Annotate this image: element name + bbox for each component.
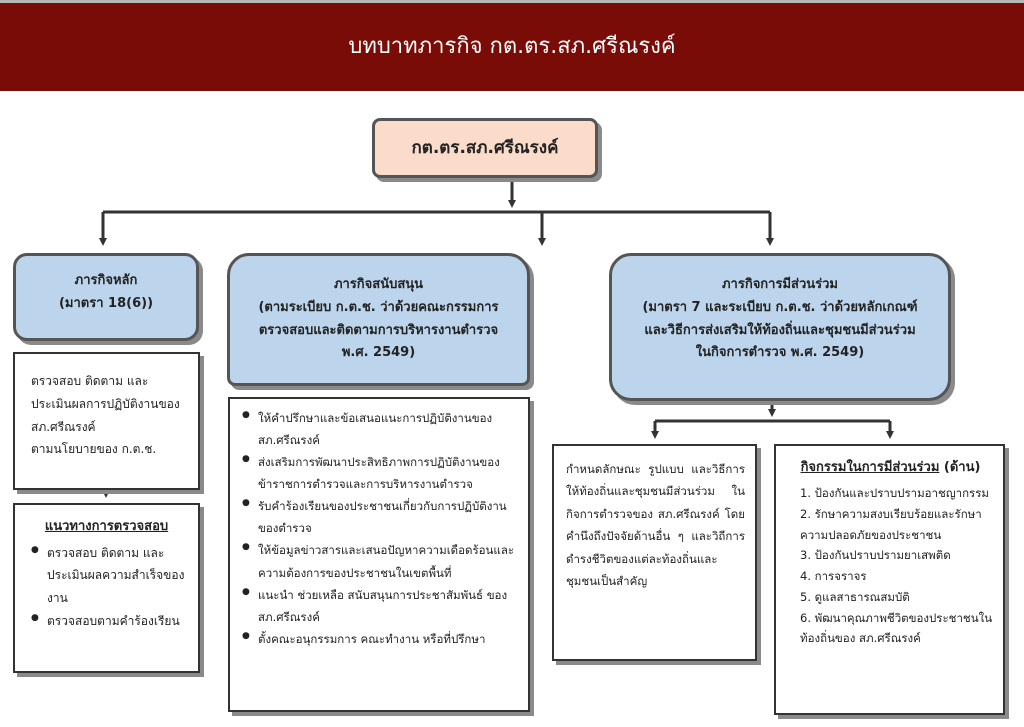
main-mission-subtitle: (มาตรา 18(6)) <box>58 295 154 311</box>
activities-heading <box>786 456 995 479</box>
participation-mission-title: ภารกิจการมีส่วนร่วม <box>721 277 839 292</box>
guideline-item: ● ตรวจสอบตามคำร้องเรียน <box>31 610 192 633</box>
participation-subtitle-line: และวิธีการส่งเสริมให้ท้องถิ่นและชุมชนมีส่วนร่วม <box>644 322 916 338</box>
activity-item: 1. ป้องกันและปราบปรามอาชญากรรม <box>800 486 989 501</box>
main-mission-title: ภารกิจหลัก <box>74 273 138 288</box>
description-line: ประเมินผลการปฏิบัติงานของ <box>31 396 180 411</box>
activity-item: 5. ดูแลสาธารณสมบัติ <box>800 589 910 604</box>
participation-mission-header <box>609 253 951 401</box>
root-label: กต.ตร.สภ.ศรีณรงค์ <box>411 138 559 158</box>
support-item: ● แนะนำ ช่วยเหลือ สนับสนุนการประชาสัมพันธ์ ของ สภ.ศรีณรงค์ <box>242 584 520 628</box>
description-line: ตรวจสอบ ติดตาม และ <box>31 374 149 388</box>
guideline-item: ● ตรวจสอบ ติดตาม และประเมินผลความสำเร็จของงาน <box>31 542 192 610</box>
activity-item: 4. การจราจร <box>800 569 867 584</box>
participation-subtitle-line: (มาตรา 7 และระเบียบ ก.ต.ช. ว่าด้วยหลักเกณฑ์ <box>642 299 918 315</box>
main-mission-description <box>13 352 200 490</box>
participation-activities <box>774 444 1005 715</box>
support-mission-list <box>228 397 530 712</box>
criteria-text: กำหนดลักษณะ รูปแบบ และวิธีการให้ท้องถิ่นและชุมชนมีส่วนร่วม ในกิจการตำรวจของ สภ.ศรีณรงค์ โดยคำนึงถึงปัจจัยด้านอื่น ๆ และวิถีการดำรงชีวิตของแต่ละท้องถิ่นและชุมชนเป็นสำคัญ <box>566 462 745 589</box>
support-subtitle-line: (ตามระเบียบ ก.ต.ช. ว่าด้วยคณะกรรมการ <box>258 299 499 315</box>
participation-criteria <box>552 444 757 661</box>
description-line: ตามนโยบายของ ก.ต.ช. <box>31 442 157 457</box>
activities-suffix: (ด้าน) <box>943 460 981 475</box>
activity-item: 2. รักษาความสงบเรียบร้อยและรักษาความปลอดภัยของประชาชน <box>800 507 982 542</box>
support-mission-title: ภารกิจสนับสนุน <box>333 277 424 292</box>
root-node <box>372 118 598 178</box>
support-item: ● ให้คำปรึกษาและข้อเสนอแนะการปฏิบัติงานของ สภ.ศรีณรงค์ <box>242 407 520 451</box>
support-subtitle-line: ตรวจสอบและติดตามการบริหารงานตำรวจ <box>258 322 499 338</box>
activity-item: 6. พัฒนาคุณภาพชีวิตของประชาชนในท้องถิ่นของ สภ.ศรีณรงค์ <box>800 610 993 646</box>
activities-title: กิจกรรมในการมีส่วนร่วม <box>800 460 940 475</box>
support-mission-header <box>227 253 530 386</box>
page-title: บทบาทภารกิจ กต.ตร.สภ.ศรีณรงค์ <box>348 34 676 59</box>
main-mission-header <box>13 253 199 341</box>
support-subtitle-line: พ.ศ. 2549) <box>341 345 416 361</box>
inspection-guidelines <box>13 503 200 673</box>
activity-item: 3. ป้องกันปราบปรามยาเสพติด <box>800 548 951 563</box>
guidelines-title: แนวทางการตรวจสอบ <box>44 519 169 534</box>
support-item: ● ให้ข้อมูลข่าวสารและเสนอปัญหาความเดือดร้อนและความต้องการของประชาชนในเขตพื้นที่ <box>242 539 520 583</box>
description-line: สภ.ศรีณรงค์ <box>31 419 96 434</box>
support-item: ● ส่งเสริมการพัฒนาประสิทธิภาพการปฏิบัติงานของข้าราชการตำรวจและการบริหารงานตำรวจ <box>242 451 520 495</box>
support-item: ● รับคำร้องเรียนของประชาชนเกี่ยวกับการปฏิบัติงาน ของตำรวจ <box>242 495 520 539</box>
support-item: ● ตั้งคณะอนุกรรมการ คณะทำงาน หรือที่ปรึกษา <box>242 628 520 650</box>
participation-subtitle-line: ในกิจการตำรวจ พ.ศ. 2549) <box>695 345 865 361</box>
